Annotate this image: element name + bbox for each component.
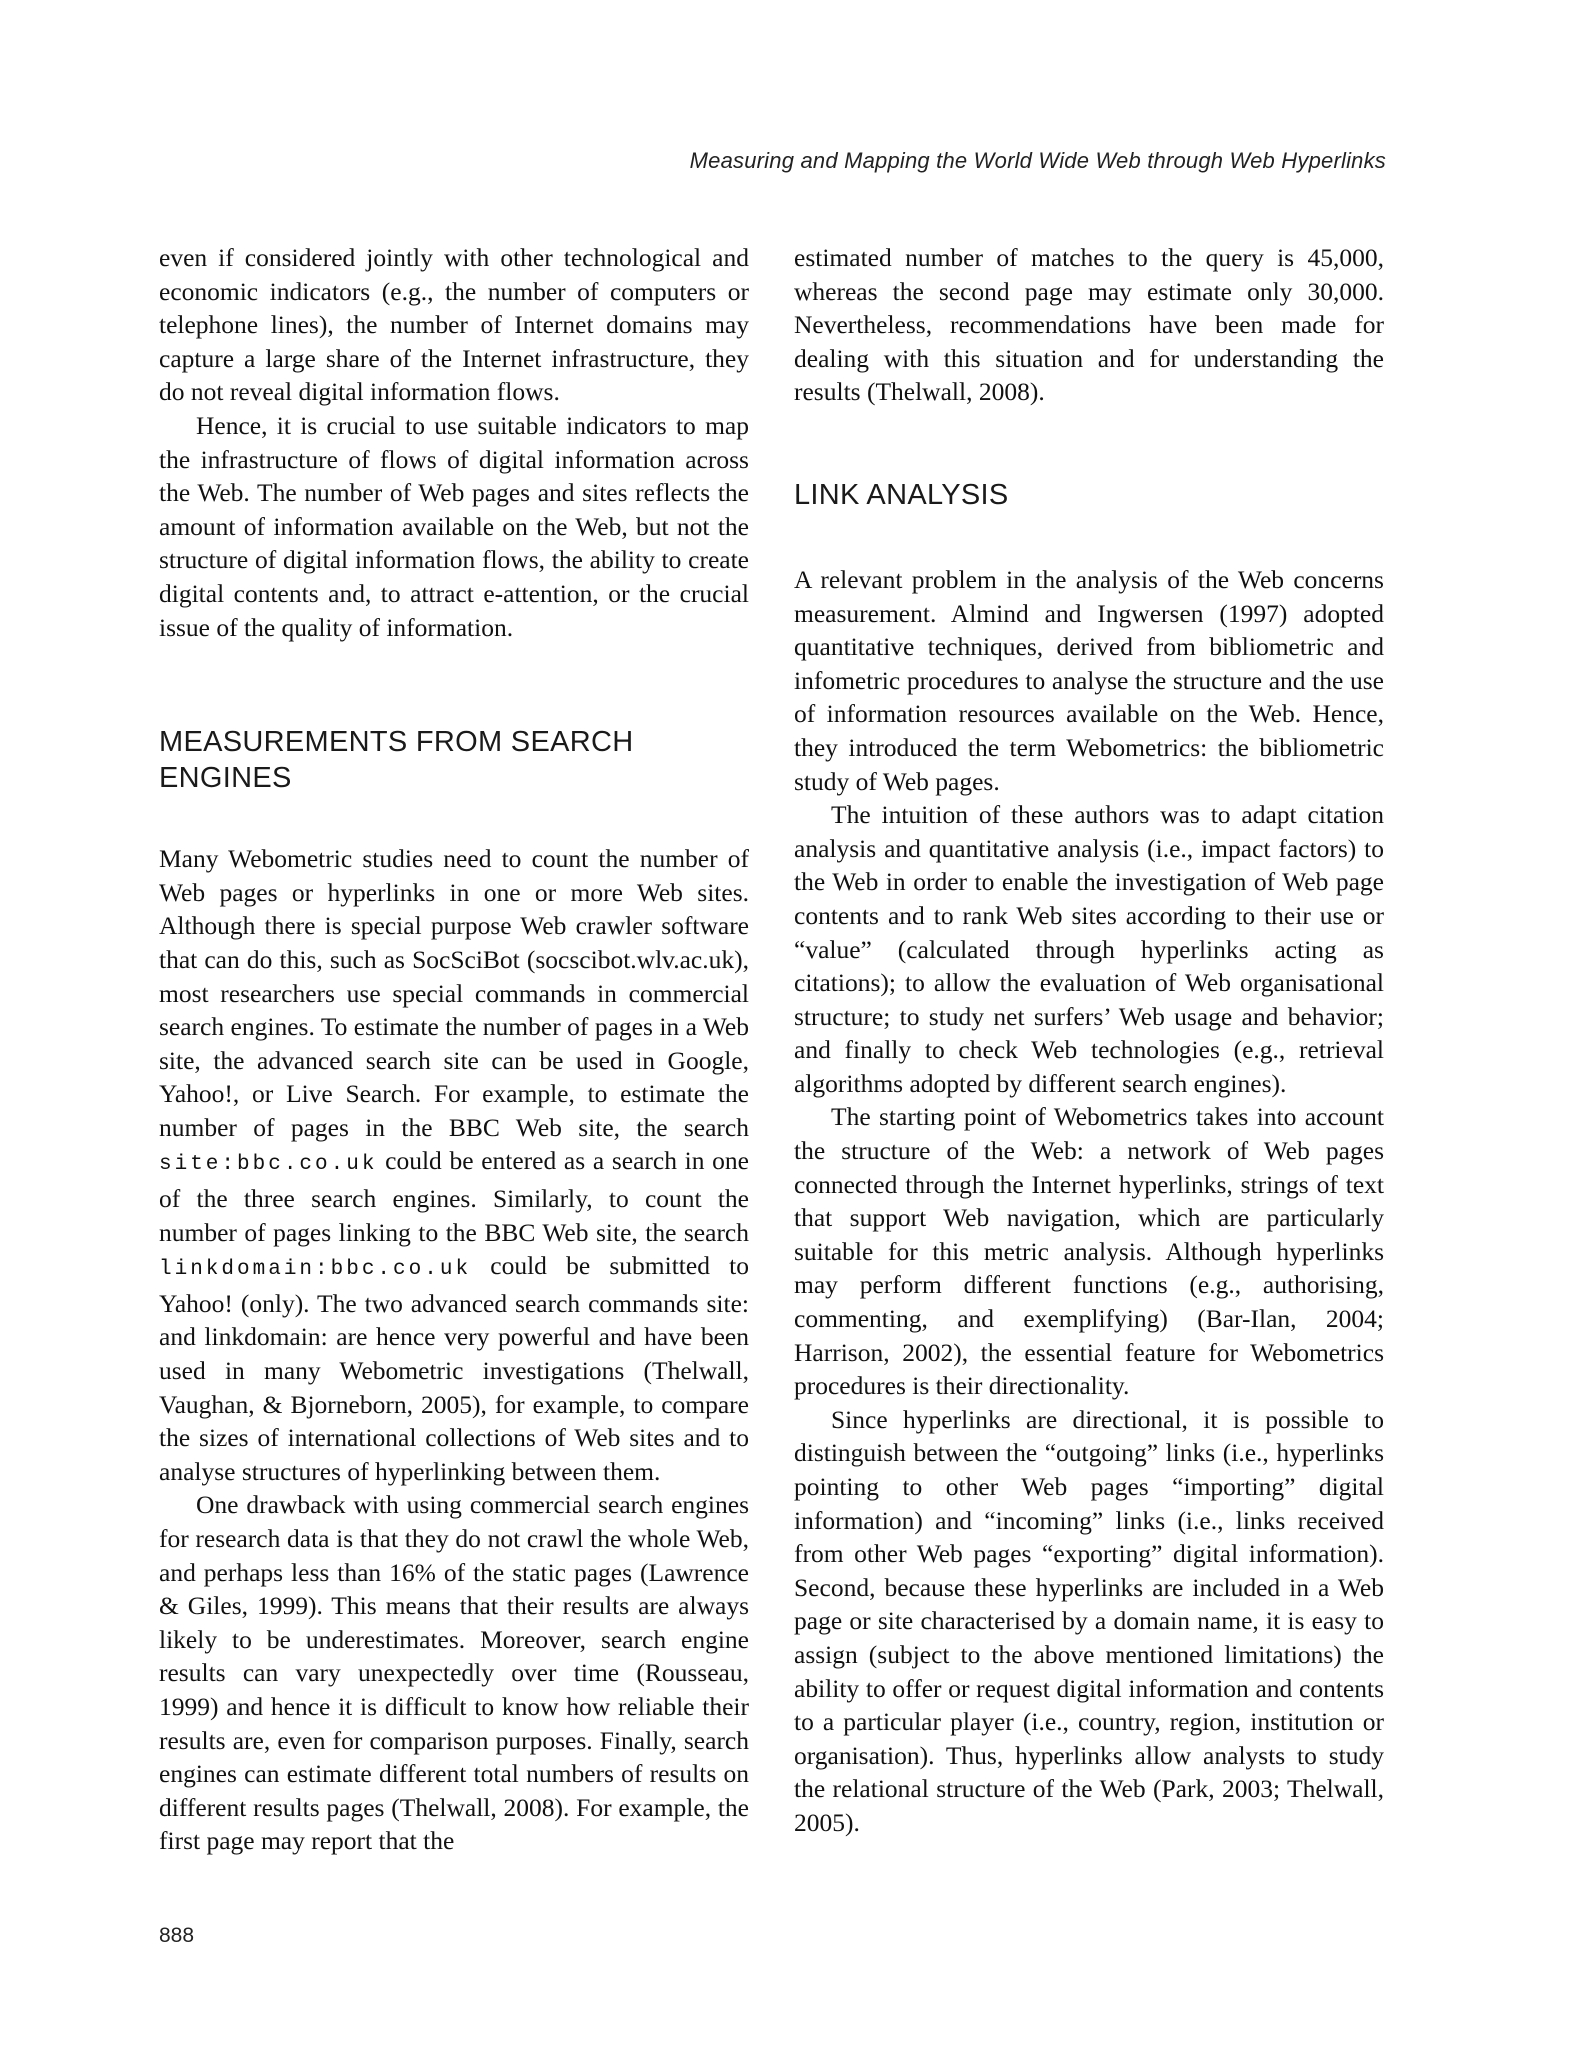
right-column	[794, 241, 1384, 1840]
paragraph: Hence, it is crucial to use suitable indicators to map the infrastructure of flows of digital information across the Web. The number of Web pages and sites reflects the amount of information available on the Web, but not the structure of digital information flows, the ability to create digital contents and, to attract e-attention, or the crucial issue of the quality of information.	[159, 410, 749, 642]
paragraph: estimated number of matches to the query is 45,000, whereas the second page may estimate only 30,000. Nevertheless, recommendations have been made for dealing with this situation and for understanding the results (Thelwall, 2008).	[794, 243, 1384, 407]
section-heading-measurements: MEASUREMENTS FROM SEARCH ENGINES	[159, 726, 634, 795]
left-column	[159, 241, 749, 1858]
code-snippet: site:bbc.co.uk	[159, 1153, 378, 1177]
page-number: 888	[159, 1924, 195, 1947]
section-heading-link-analysis: LINK ANALYSIS	[794, 478, 1009, 511]
paragraph: even if considered jointly with other technological and economic indicators (e.g., the number of computers or telephone lines), the number of Internet domains may capture a large share of the Internet infrastructure, they do not reveal digital information flows.	[159, 243, 749, 407]
paragraph	[159, 842, 749, 1488]
paragraph-text: Many Webometric studies need to count the number of Web pages or hyperlinks in one or more Web sites. Although there is special purpose Web crawler software that can do this, such as SocSciBot (socscibot.wlv.ac.uk), most researchers use special commands in commercial search engines. To estimate the number of pages in a Web site, the advanced search site can be used in Google, Yahoo!, or Live Search. For example, to estimate the number of pages in the BBC Web site, the search	[159, 844, 749, 1142]
paragraph: The starting point of Webometrics takes into account the structure of the Web: a network of Web pages connected through the Internet hyperlinks, strings of text that support Web navigation, which are particularly suitable for this metric analysis. Although hyperlinks may perform different functions (e.g., authorising, commenting, and exemplifying) (Bar-Ilan, 2004; Harrison, 2002), the essential feature for Webometrics procedures is their directionality.	[794, 1102, 1384, 1401]
paragraph: A relevant problem in the analysis of the Web concerns measurement. Almind and Ingwersen (1997) adopted quantitative techniques, derived from bibliometric and infometric procedures to analyse the structure and the use of information resources available on the Web. Hence, they introduced the term Webometrics: the bibliometric study of Web pages.	[794, 564, 1384, 796]
running-header: Measuring and Mapping the World Wide Web through Web Hyperlinks	[689, 148, 1386, 173]
paragraph: Since hyperlinks are directional, it is possible to distinguish between the “outgoing” links (i.e., hyperlinks pointing to other Web pages “importing” digital information) and “incoming” links (i.e., links received from other Web pages “exporting” digital information). Second, because these hyperlinks are included in a Web page or site characterised by a domain name, it is easy to assign (subject to the above mentioned limitations) the ability to offer or request digital information and contents to a particular player (i.e., country, region, institution or organisation). Thus, hyperlinks allow analysts to study the relational structure of the Web (Park, 2003; Thelwall, 2005).	[794, 1404, 1384, 1837]
paragraph: One drawback with using commercial search engines for research data is that they do not crawl the whole Web, and perhaps less than 16% of the static pages (Lawrence & Giles, 1999). This means that their results are always likely to be underestimates. Moreover, search engine results can vary unexpectedly over time (Rousseau, 1999) and hence it is difficult to know how reliable their results are, even for comparison purposes. Finally, search engines can estimate different total numbers of results on different results pages (Thelwall, 2008). For example, the first page may report that the	[159, 1490, 749, 1856]
paragraph-text: could be submitted to Yahoo! (only). The two advanced search commands site: and linkdomain: are hence very powerful and have been used in many Webometric investigations (Thelwall, Vaughan, & Bjorneborn, 2005), for example, to compare the sizes of international collections of Web sites and to analyse structures of hyperlinking between them.	[159, 1251, 749, 1486]
code-snippet: linkdomain:bbc.co.uk	[159, 1258, 472, 1282]
paragraph-text: could be entered as a search in one of the three search engines. Similarly, to count the number of pages linking to the BBC Web site, the search	[159, 1146, 749, 1247]
paragraph: The intuition of these authors was to adapt citation analysis and quantitative analysis (i.e., impact factors) to the Web in order to enable the investigation of Web page contents and to rank Web sites according to their use or “value” (calculated through hyperlinks acting as citations); to allow the evaluation of Web organisational structure; to study net surfers’ Web usage and behavior; and finally to check Web technologies (e.g., retrieval algorithms adopted by different search engines).	[794, 800, 1384, 1098]
